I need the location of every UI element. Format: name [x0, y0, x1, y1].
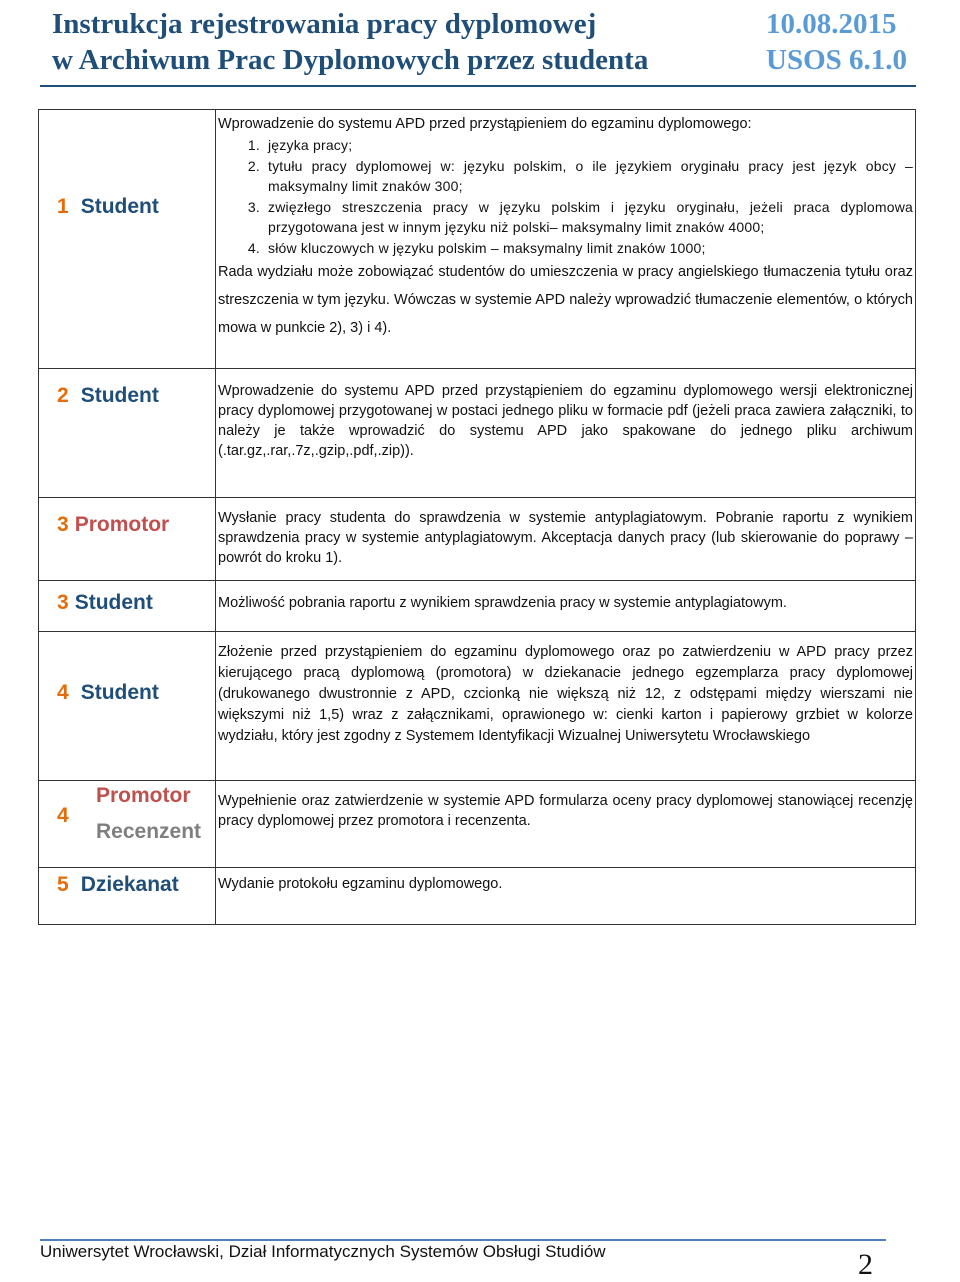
step-row-1	[39, 110, 916, 369]
step-label	[57, 590, 153, 616]
step-description	[216, 110, 916, 369]
step-number: 1	[57, 195, 69, 218]
footer-institution: Uniwersytet Wrocławski, Dział Informatycznych Systemów Obsługi Studiów	[40, 1242, 606, 1261]
step-intro: Wprowadzenie do systemu APD przed przystąpieniem do egzaminu dyplomowego:	[218, 116, 752, 132]
step-row-5	[39, 868, 916, 925]
header-divider	[40, 85, 916, 87]
list-item: 4. słów kluczowych w języku polskim – maksymalny limit znaków 1000;	[264, 238, 913, 259]
step-label	[57, 512, 169, 538]
step-label-cell	[39, 868, 216, 925]
step-description: Wprowadzenie do systemu APD przed przystąpieniem do egzaminu dyplomowego wersji elektronicznej pracy dyplomowej przygotowanej w postaci jednego pliku w formacie pdf (jeżeli praca zawiera załączniki, to należy je także wprowadzić do systemu APD jako spakowane do jednego pliku archiwum (.tar.gz,.rar,.7z,.gzip,.pdf,.zip)).	[216, 369, 916, 498]
step-label	[57, 383, 159, 409]
step-role: Student	[80, 384, 159, 407]
step-role: Promotor	[74, 513, 170, 536]
role-recenzent: Recenzent	[96, 820, 202, 843]
usos-version: USOS 6.1.0	[766, 44, 908, 76]
step-description: Wypełnienie oraz zatwierdzenie w systemie APD formularza oceny pracy dyplomowej stanowiącej recenzję pracy dyplomowej przez promotora i recenzenta.	[216, 781, 916, 868]
step-role: Student	[80, 195, 159, 218]
step-role-secondary	[96, 819, 201, 845]
step-description: Złożenie przed przystąpieniem do egzaminu dyplomowego oraz po zatwierdzeniu w APD pracy przez kierującego pracą dyplomową (promotora) w dziekanacie jednego egzemplarza pracy dyplomowej (drukowanego dwustronnie z APD, czcionką nie większą niż 12, z odstępami między wierszami nie większymi niż 1,5) wraz z załącznikami, oprawionego w: cienki karton i papierowy grzbiet w kolorze wydziału, który jest zgodny z Systemem Identyfikacji Wizualnej Uniwersytetu Wrocławskiego	[216, 632, 916, 781]
step-role: Dziekanat	[80, 873, 179, 896]
role-promotor: Promotor	[96, 784, 191, 807]
step-number: 4	[57, 681, 69, 704]
title-line-1: Instrukcja rejestrowania pracy dyplomowej	[52, 8, 597, 40]
step-role	[96, 783, 191, 809]
list-item: 3. zwięzłego streszczenia pracy w języku polskim i języku oryginału, jeżeli praca dyplomowa przygotowana jest w innym języku niż polski– maksymalny limit znaków 4000;	[264, 197, 913, 238]
steps-table	[38, 109, 916, 925]
step-number: 4	[57, 804, 69, 827]
version-block	[766, 6, 956, 78]
step-label-cell	[39, 581, 216, 632]
step-row-3-student	[39, 581, 916, 632]
step-row-3-promotor	[39, 498, 916, 581]
title-line-2: w Archiwum Prac Dyplomowych przez studenta	[52, 44, 649, 76]
step-label-cell	[39, 781, 216, 868]
step-label-cell	[39, 110, 216, 369]
list-item: 1. języka pracy;	[264, 135, 913, 156]
step-row-4-student	[39, 632, 916, 781]
step-label-cell	[39, 498, 216, 581]
page-number: 2	[858, 1248, 873, 1281]
step-label-cell	[39, 369, 216, 498]
document-title	[52, 6, 742, 78]
step-role: Student	[74, 591, 153, 614]
step-label	[57, 803, 81, 829]
step-number: 3	[57, 591, 69, 614]
step-number: 3	[57, 513, 69, 536]
step-description: Możliwość pobrania raportu z wynikiem sprawdzenia pracy w systemie antyplagiatowym.	[216, 581, 916, 632]
step-row-2	[39, 369, 916, 498]
step-label	[57, 194, 159, 220]
step-description: Wydanie protokołu egzaminu dyplomowego.	[216, 868, 916, 925]
step-note: Rada wydziału może zobowiązać studentów do umieszczenia w pracy angielskiego tłumaczenia tytułu oraz streszczenia w tym języku. Wówczas w systemie APD należy wprowadzić tłumaczenie elementów, o których mowa w punkcie 2), 3) i 4).	[218, 264, 913, 336]
step-number: 2	[57, 384, 69, 407]
step-description: Wysłanie pracy studenta do sprawdzenia w systemie antyplagiatowym. Pobranie raportu z wynikiem sprawdzenia pracy w systemie antyplagiatowym. Akceptacja danych pracy (lub skierowanie do poprawy – powrót do kroku 1).	[216, 498, 916, 581]
document-date: 10.08.2015	[766, 8, 897, 40]
step-label-cell	[39, 632, 216, 781]
step-role: Student	[80, 681, 159, 704]
step-label	[57, 872, 179, 898]
step-row-4-review	[39, 781, 916, 868]
step-label	[57, 680, 159, 706]
step-number: 5	[57, 873, 69, 896]
step-items-list	[218, 135, 913, 258]
list-item: 2. tytułu pracy dyplomowej w: języku polskim, o ile językiem oryginału pracy jest język obcy – maksymalny limit znaków 300;	[264, 156, 913, 197]
